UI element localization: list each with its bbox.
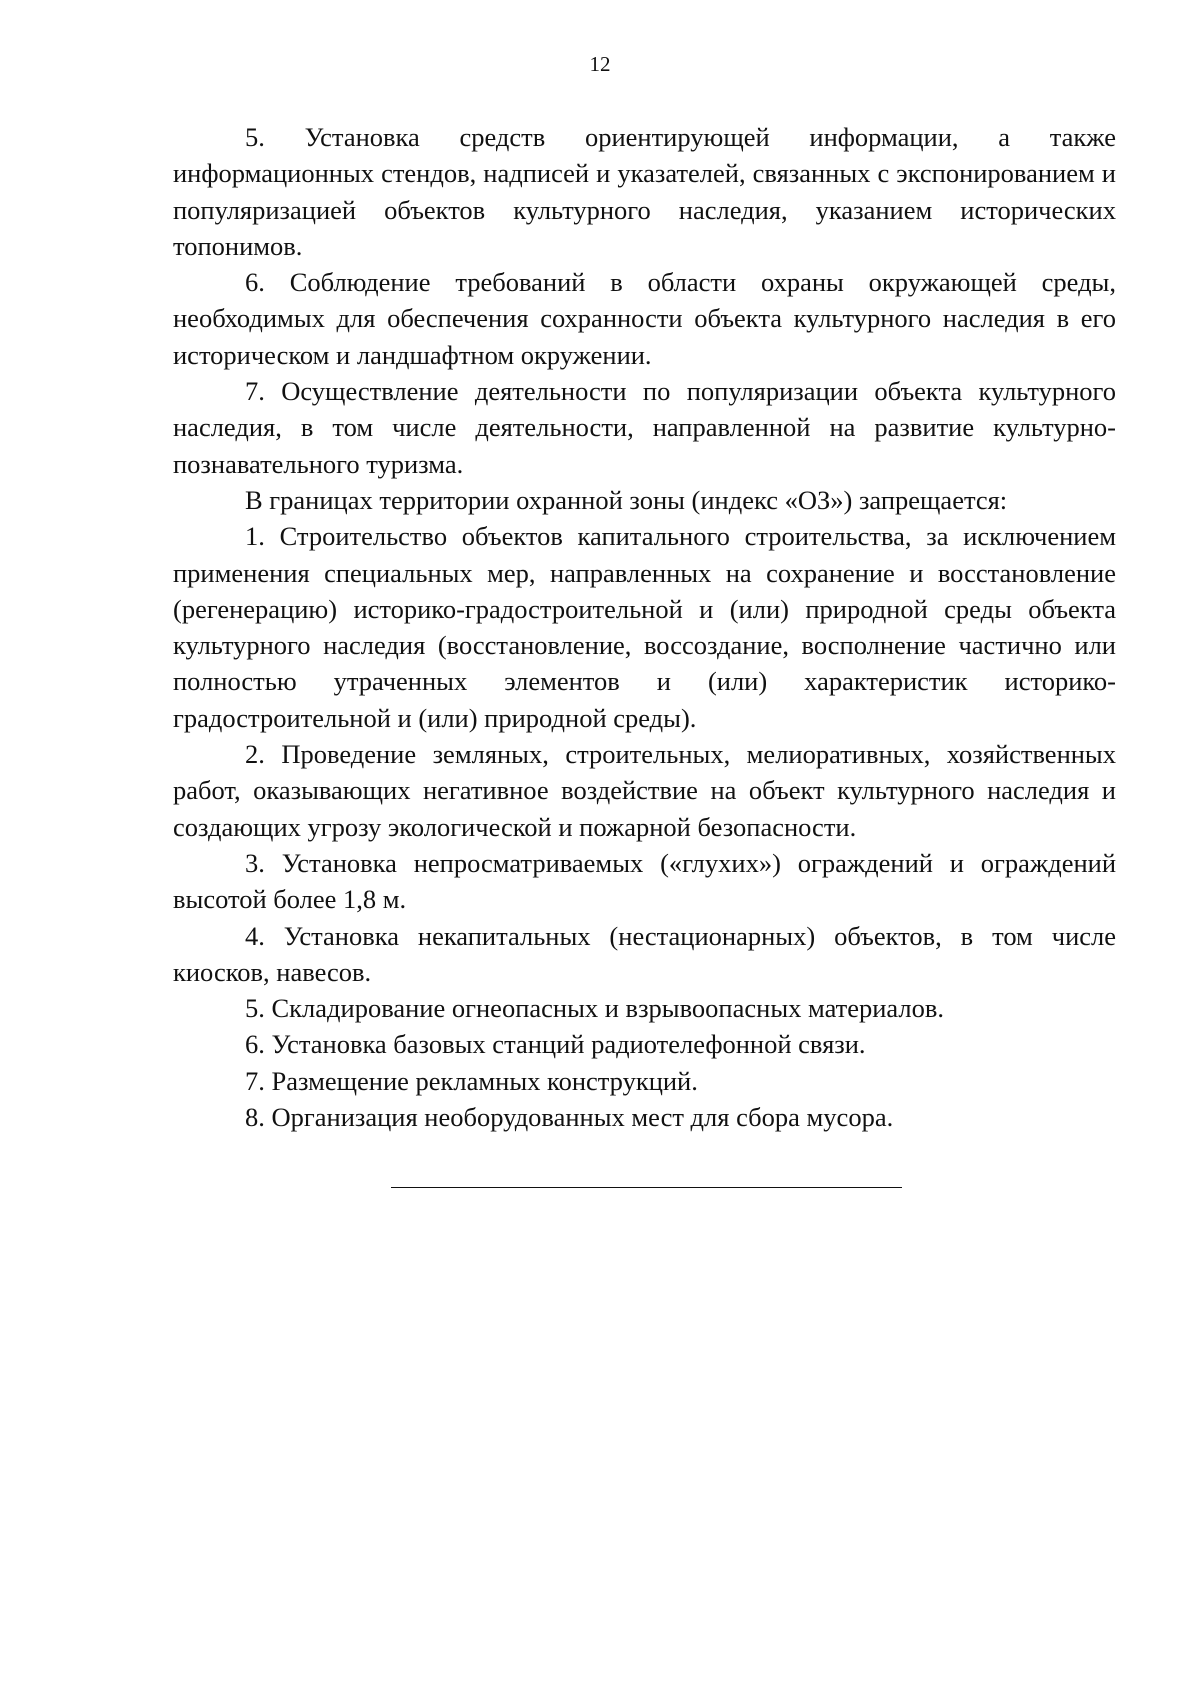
paragraph-prohibition-6: 6. Установка базовых станций радиотелефонной связи. bbox=[245, 1029, 866, 1060]
paragraph-prohibition-2: 2. Проведение земляных, строительных, мелиоративных, хозяйственных работ, оказывающих негативное воздействие на объект культурного наследия и создающих угрозу экологической и пожарной безопасности. bbox=[173, 739, 1116, 842]
paragraph-item-5-orienting-info: 5. Установка средств ориентирующей информации, а также информационных стендов, надписей и указателей, связанных с экспонированием и популяризацией объектов культурного наследия, указанием исторических топонимов. bbox=[173, 122, 1116, 261]
paragraph-prohibition-4: 4. Установка некапитальных (нестационарных) объектов, в том числе киосков, навесов. bbox=[173, 920, 1116, 987]
paragraph-prohibition-1: 1. Строительство объектов капитального строительства, за исключением применения специальных мер, направленных на сохранение и восстановление (регенерацию) историко-градостроительной и (или) природной среды объекта культурного наследия (восстановление, воссоздание, восполнение частично или полностью утраченных элементов и (или) характеристик историко-градостроительной и (или) природной среды). bbox=[173, 521, 1116, 733]
paragraph-prohibition-3: 3. Установка непросматриваемых («глухих») ограждений и ограждений высотой более 1,8 м. bbox=[173, 847, 1116, 915]
paragraph-item-7-popularization: 7. Осуществление деятельности по популяризации объекта культурного наследия, в том числе деятельности, направленной на развитие культурно-познавательного туризма. bbox=[173, 376, 1116, 479]
paragraph-prohibition-7: 7. Размещение рекламных конструкций. bbox=[245, 1065, 698, 1096]
paragraph-prohibition-8: 8. Организация необорудованных мест для сбора мусора. bbox=[245, 1102, 894, 1133]
page-number: 12 bbox=[589, 52, 611, 76]
paragraph-item-6-environment: 6. Соблюдение требований в области охраны окружающей среды, необходимых для обеспечения сохранности объекта культурного наследия в его историческом и ландшафтном окружении. bbox=[173, 267, 1116, 370]
paragraph-protection-zone-heading: В границах территории охранной зоны (индекс «ОЗ») запрещается: bbox=[245, 484, 1008, 515]
document-body bbox=[173, 119, 1116, 1135]
paragraph-prohibition-5: 5. Складирование огнеопасных и взрывоопасных материалов. bbox=[245, 993, 945, 1024]
closing-divider-line bbox=[391, 1187, 902, 1188]
